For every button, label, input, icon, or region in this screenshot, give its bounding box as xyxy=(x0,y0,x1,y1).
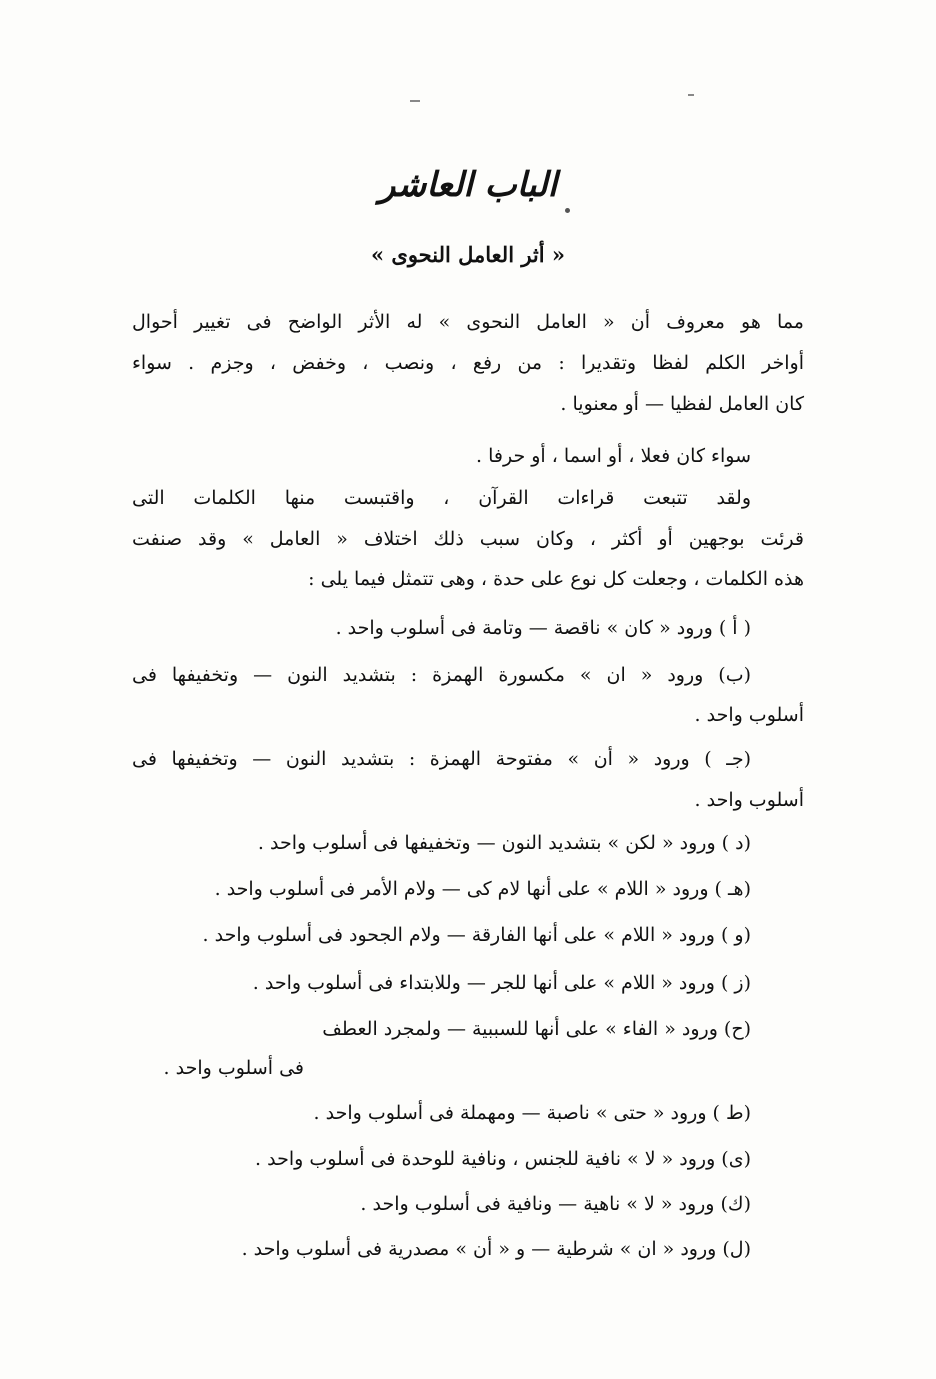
method-line: ولقد تتبعت قراءات القرآن ، واقتبست منها الكلمات التى xyxy=(132,487,751,509)
intro-line: أواخر الكلم لفظا وتقديرا : من رفع ، ونصب ، وخفض ، وجزم . سواء xyxy=(132,352,804,374)
list-item: (ح) ورود « الفاء » على أنها للسببية — ولمجرد العطف xyxy=(322,1018,751,1040)
list-item: (ك) ورود « لا » ناهية — ونافية فى أسلوب واحد . xyxy=(360,1193,751,1215)
method-line: هذه الكلمات ، وجعلت كل نوع على حدة ، وهى تتمثل فيما يلى : xyxy=(308,568,804,590)
list-item: (ى) ورود « لا » نافية للجنس ، ونافية للوحدة فى أسلوب واحد . xyxy=(255,1148,751,1170)
chapter-title: الباب العاشر xyxy=(378,165,558,205)
list-item-continuation: فى أسلوب واحد . xyxy=(163,1057,304,1079)
list-item: (ط ) ورود « حتى » ناصبة — ومهملة فى أسلوب واحد . xyxy=(313,1102,751,1124)
list-item: (هـ ) ورود « اللام » على أنها لام كى — ولام الأمر فى أسلوب واحد . xyxy=(214,878,751,900)
scan-speck xyxy=(688,94,694,96)
list-item: (ب) ورود « ان » مكسورة الهمزة : بتشديد النون — وتخفيفها فى xyxy=(132,664,751,686)
list-item-continuation: أسلوب واحد . xyxy=(694,704,804,726)
list-item: (و ) ورود « اللام » على أنها الفارقة — ولام الجحود فى أسلوب واحد . xyxy=(202,924,751,946)
list-item: ( أ ) ورود « كان » ناقصة — وتامة فى أسلوب واحد . xyxy=(335,617,751,639)
list-item: (ل) ورود « ان » شرطية — و « أن » مصدرية فى أسلوب واحد . xyxy=(241,1238,751,1260)
section-title: « أثر العامل النحوى » xyxy=(370,242,566,267)
types-line: سواء كان فعلا ، أو اسما ، أو حرفا . xyxy=(476,445,751,467)
list-item: (ز ) ورود « اللام » على أنها للجر — وللابتداء فى أسلوب واحد . xyxy=(252,972,751,994)
intro-line: مما هو معروف أن « العامل النحوى » له الأثر الواضح فى تغيير أحوال xyxy=(132,311,804,333)
list-item: (د ) ورود « لكن » بتشديد النون — وتخفيفها فى أسلوب واحد . xyxy=(257,832,751,854)
intro-line: كان العامل لفظيا — أو معنويا . xyxy=(560,393,804,415)
method-line: قرئت بوجهين أو أكثر ، وكان سبب ذلك اختلاف « العامل » وقد صنفت xyxy=(132,528,804,550)
scan-speck xyxy=(565,208,570,213)
scan-speck xyxy=(410,100,420,102)
list-item: (جـ ) ورود « أن » مفتوحة الهمزة : بتشديد النون — وتخفيفها فى xyxy=(132,748,751,770)
list-item-continuation: أسلوب واحد . xyxy=(694,789,804,811)
